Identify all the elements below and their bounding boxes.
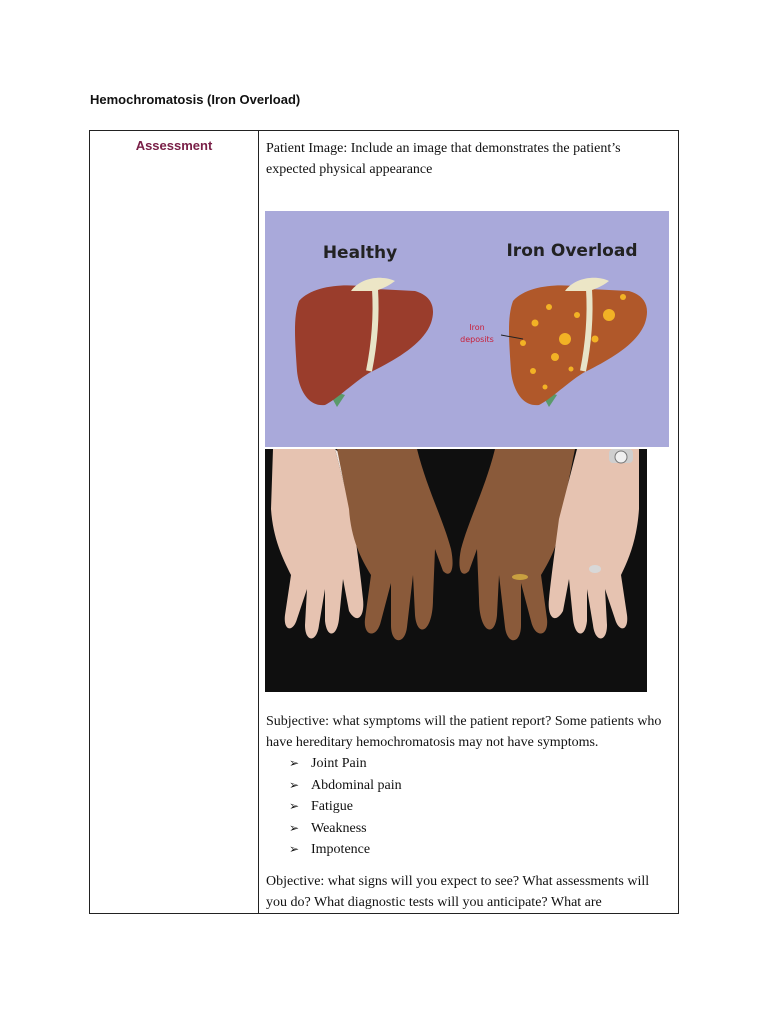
list-item: ➢ Abdominal pain [289, 775, 670, 797]
column-divider [258, 131, 259, 913]
patient-image-prompt-cell [266, 139, 670, 180]
arrow-bullet-icon: ➢ [289, 799, 300, 813]
hands-comparison-photo [265, 449, 647, 692]
iron-overload-label: Iron Overload [506, 241, 638, 261]
subjective-section [266, 712, 670, 861]
annotation-line2: deposits [460, 335, 494, 344]
liver-comparison-figure [265, 211, 669, 447]
annotation-line1: Iron [469, 323, 485, 332]
objective-prompt: Objective: what signs will you expect to see? What assessments will you do? What diagnostic tests will you anticipate? What are [266, 874, 650, 910]
arrow-bullet-icon: ➢ [289, 820, 300, 835]
objective-section [266, 872, 670, 913]
list-item: ➢ Impotence [289, 839, 670, 861]
patient-image-prompt: Patient Image: Include an image that demonstrates the patient’s expected physical appearance [266, 141, 621, 177]
symptom-list [266, 753, 670, 861]
list-item: ➢ Joint Pain [289, 753, 670, 775]
list-item: ➢ Fatigue [289, 796, 670, 818]
assessment-table [89, 130, 679, 914]
subjective-prompt: Subjective: what symptoms will the patient report? Some patients who have hereditary hemochromatosis may not have symptoms. [266, 714, 662, 750]
assessment-header: Assessment [135, 138, 213, 153]
document-title: Hemochromatosis (Iron Overload) [90, 92, 301, 107]
arrow-bullet-icon: ➢ [289, 756, 300, 770]
healthy-label: Healthy [322, 243, 398, 263]
arrow-bullet-icon: ➢ [289, 842, 300, 856]
list-item: ➢ Weakness [289, 818, 670, 840]
arrow-bullet-icon: ➢ [289, 777, 300, 792]
